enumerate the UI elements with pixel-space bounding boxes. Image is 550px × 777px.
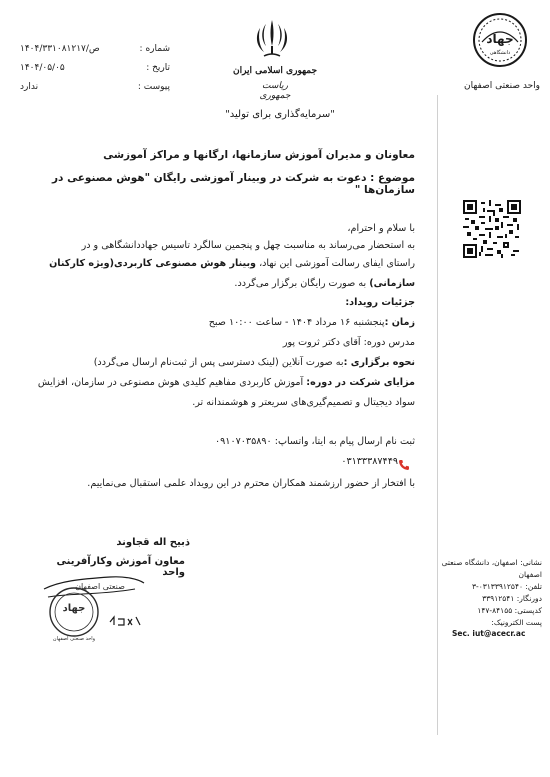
presidency-text: ریاست جمهوری [259,81,291,101]
instructor-line: مدرس دوره: آقای دکتر ثروت پور [282,337,415,348]
letter-date-label: تاریخ : [146,63,170,73]
body-para1-line1: به استحضار می‌رساند به مناسبت چهل و پنجمین سالگرد تاسیس جهاددانشگاهی و در [81,240,415,251]
body-para1-line2 [35,258,415,270]
event-time-row [35,317,415,329]
unit-name: واحد صنعتی اصفهان [464,81,540,91]
benefits-row [35,377,415,389]
jahad-daneshgahi-logo [472,12,528,68]
letter-attachment-row [20,82,170,98]
webinar-title-part1: وبینار هوش مصنوعی کاربردی(ویژه کارکنان [49,258,257,269]
stamp-top-text: جهاد [62,603,86,614]
webinar-title-part2: سازمانی) [369,278,415,289]
republic-name: جمهوری اسلامی ایران [232,66,318,76]
benefits-label: مزایای شرکت در دوره: [306,377,415,388]
contact-email: Sec. iut@acecr.ac [452,629,526,638]
letter-number-row [20,44,170,60]
body-para1-line3 [35,278,415,290]
time-label: زمان : [384,317,415,328]
signer-title: معاون آموزش وکارآفرینی واحد [56,556,185,578]
phone-number: ۰۳۱۳۳۳۸۷۴۴۹ [341,456,398,467]
contact-fax: دورنگار: ۳۳۹۱۲۵۴۱ [482,594,542,603]
logo-sub-text: دانشگاهی [489,50,511,56]
greeting: با سلام و احترام، [347,223,415,234]
holding-row [35,357,415,369]
iran-emblem-icon [252,16,292,64]
letter-number-value: ۱۴۰۴/۳۳۱۰۸ص/۱۲۱۷ [20,44,100,54]
holding-label: نحوه برگزاری : [343,357,415,368]
holding-value: به صورت آنلاین (لینک دسترسی پس از ثبت‌نام ارسال می‌گردد) [93,357,344,368]
body-para1-line3-text: به صورت رایگان برگزار می‌گردد. [234,278,370,289]
benefits-value-line2: سواد دیجیتال و تصمیم‌گیری‌های سریعتر و هوشمندانه تر. [192,397,415,408]
letter-attachment-label: پیوست : [137,82,170,92]
letter-date-value: ۱۴۰۴/۰۵/۰۵ [20,63,65,73]
body-para1-line2-text: راستای ایفای رسالت آموزشی این نهاد، [256,258,415,269]
logo-main-text: جهاد [486,32,514,46]
phone-icon [398,459,410,471]
contact-address-2: اصفهان [518,570,542,579]
official-stamp [40,567,148,642]
qr-code [463,200,521,258]
letter-date-row [20,63,170,79]
contact-postal: کدپستی: ۸۴۱۵۵-۱۴۷ [477,606,542,615]
letter-attachment-value: ندارد [20,82,39,92]
contact-email-label: پست الکترونیک: [491,618,542,627]
stamp-mid-text: صنعتی اصفهان [75,582,125,591]
details-heading: جزئیات رویداد: [345,297,415,308]
register-line: ثبت نام ارسال پیام به ایتا، واتساپ: ۰۹۱۰۷۰۳۵۸۹۰ [215,436,415,447]
year-slogan: "سرمایه‌گذاری برای تولید" [225,109,335,120]
recipient-line: معاونان و مدیران آموزش سازمانها، ارگانها و مراکز آموزشی [103,149,415,161]
contact-phone: تلفن: ۰۳۱۳۳۹۱۲۵۴۰-۳ [471,582,542,591]
contact-address-1: نشانی: اصفهان، دانشگاه صنعتی [441,558,542,567]
letter-number-label: شماره : [139,44,170,54]
stamp-bottom-text: واحد صنعتی اصفهان [52,636,96,642]
closing-line: با افتخار از حضور ارزشمند همکاران محترم در این رویداد علمی استقبال می‌نماییم. [87,478,415,489]
benefits-value-line1: آموزش کاربردی مفاهیم کلیدی هوش مصنوعی در سازمان، افزایش [37,377,307,388]
time-value: پنجشنبه ۱۶ مرداد ۱۴۰۴ - ساعت ۱۰:۰۰ صبح [208,317,385,328]
sidebar-divider [437,95,438,735]
signer-name: ذبیح اله قجاوند [116,537,190,548]
subject-line: موضوع : دعوت به شرکت در وبینار آموزشی رایگان "هوش مصنوعی در سازمان‌ها " [52,172,415,196]
